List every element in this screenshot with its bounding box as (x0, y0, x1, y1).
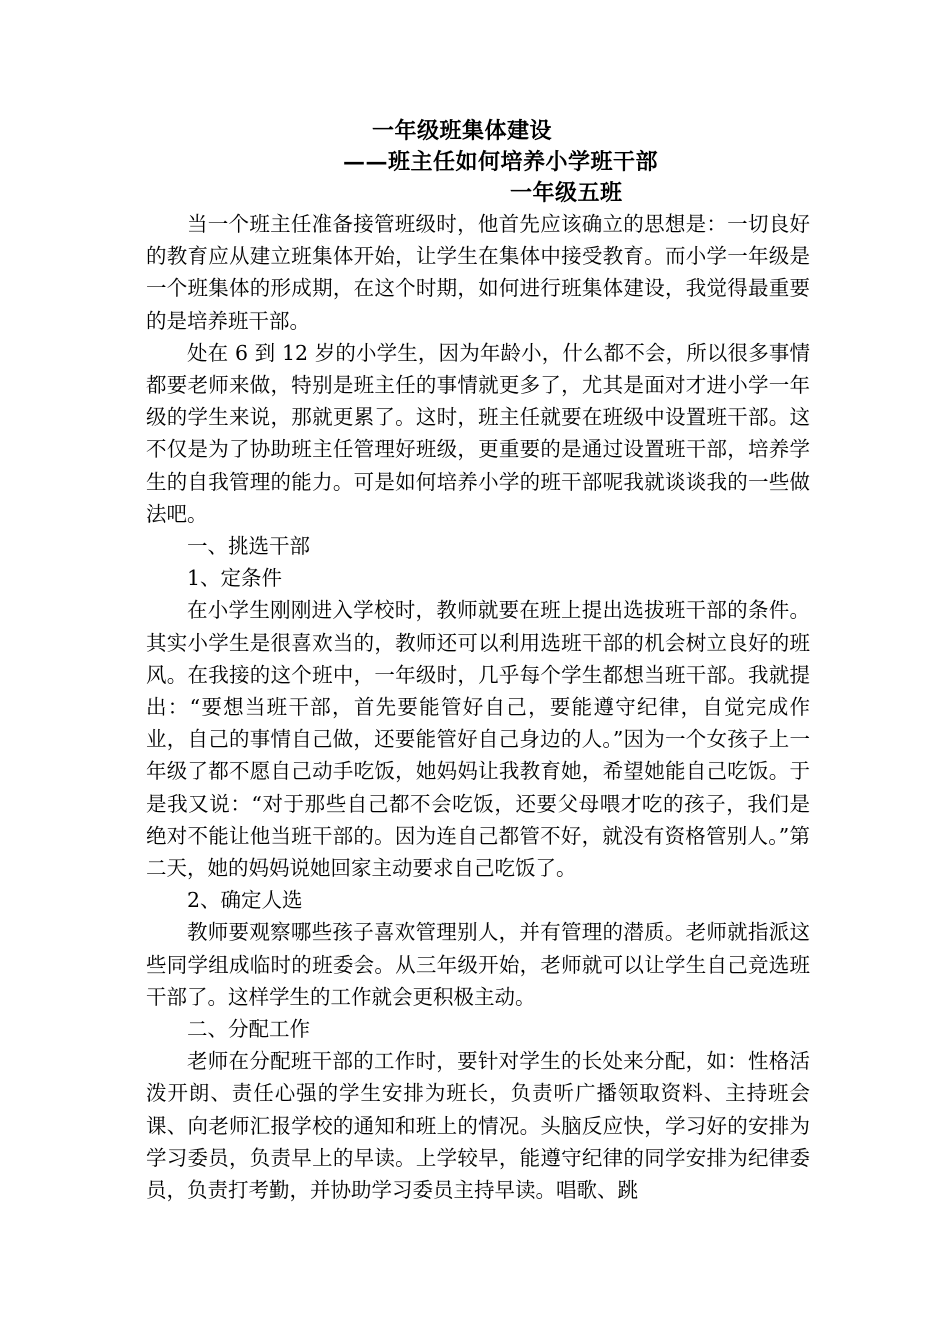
subheading-set-conditions: 1、定条件 (187, 566, 283, 591)
paragraph-conditions: 在小学生刚刚进入学校时，教师就要在班上提出选拔班干部的条件。其实小学生是很喜欢当的，教师还可以利用选班干部的机会树立良好的班风。在我接的这个班中，一年级时，几乎每个学生都想当班干部。我就提出：“要想当班干部，首先要能管好自己，要能遵守纪律，自觉完成作业，自己的事情自己做，还要能管好自己身边的人。”因为一个女孩子上一年级了都不愿自己动手吃饭，她妈妈让我教育她，希望她能自己吃饭。于是我又说：“对于那些自己都不会吃饭，还要父母喂才吃的孩子，我们是绝对不能让他当班干部的。因为连自己都管不好，就没有资格管别人。”第二天，她的妈妈说她回家主动要求自己吃饭了。 (146, 598, 810, 881)
document-subtitle: ——班主任如何培养小学班干部 (343, 149, 659, 175)
subheading-choose-candidates: 2、确定人选 (187, 888, 303, 913)
paragraph-intro: 当一个班主任准备接管班级时，他首先应该确立的思想是：一切良好的教育应从建立班集体开始，让学生在集体中接受教育。而小学一年级是一个班集体的形成期，在这个时期，如何进行班集体建设，我觉得最重要的是培养班干部。 (146, 212, 810, 333)
paragraph-candidates: 教师要观察哪些孩子喜欢管理别人，并有管理的潜质。老师就指派这些同学组成临时的班委会。从三年级开始，老师就可以让学生自己竞选班干部了。这样学生的工作就会更积极主动。 (146, 920, 810, 1009)
class-name: 一年级五班 (510, 180, 623, 206)
heading-select-cadres: 一、挑选干部 (187, 534, 310, 559)
paragraph-background: 处在 6 到 12 岁的小学生，因为年龄小，什么都不会，所以很多事情都要老师来做，特别是班主任的事情就更多了，尤其是面对才进小学一年级的学生来说，那就更累了。这时，班主任就要在班级中设置班干部。这不仅是为了协助班主任管理好班级，更重要的是通过设置班干部，培养学生的自我管理的能力。可是如何培养小学的班干部呢我就谈谈我的一些做法吧。 (146, 340, 810, 526)
heading-assign-work: 二、分配工作 (187, 1017, 310, 1042)
document-title: 一年级班集体建设 (372, 118, 553, 144)
paragraph-assign-work: 老师在分配班干部的工作时，要针对学生的长处来分配，如：性格活泼开朗、责任心强的学生安排为班长，负责听广播领取资料、主持班会课、向老师汇报学校的通知和班上的情况。头脑反应快，学习好的安排为学习委员，负责早上的早读。上学较早，能遵守纪律的同学安排为纪律委员，负责打考勤，并协助学习委员主持早读。唱歌、跳 (146, 1049, 810, 1203)
document-body (146, 208, 810, 1206)
